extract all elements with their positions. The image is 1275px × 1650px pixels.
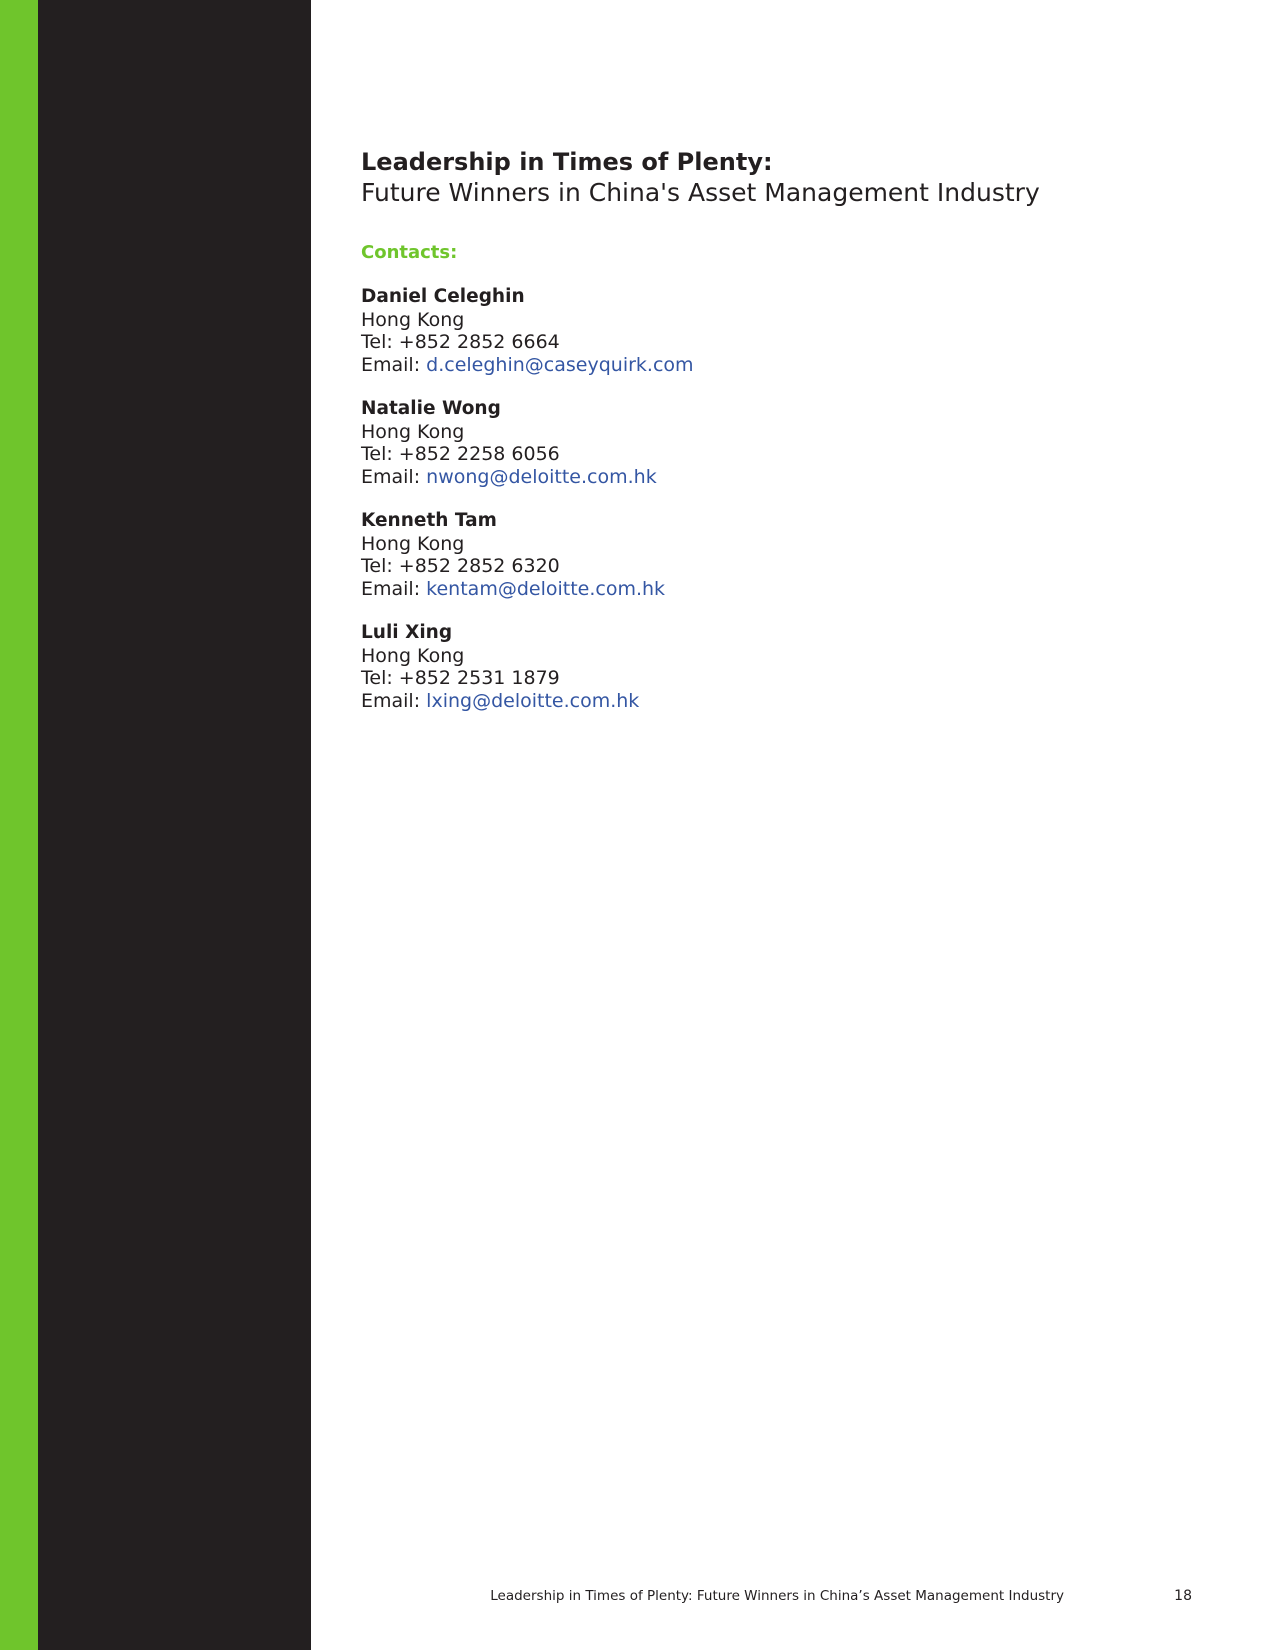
contact-name: Natalie Wong [361, 398, 501, 419]
page-number: 18 [1174, 1588, 1192, 1604]
contact-card [361, 286, 1221, 376]
contact-name: Daniel Celeghin [361, 286, 525, 307]
contact-list [361, 286, 1221, 712]
footer-running-title: Leadership in Times of Plenty: Future Winners in China’s Asset Management Industry [490, 1588, 1064, 1604]
document-title: Leadership in Times of Plenty: [361, 148, 773, 176]
contact-email-line [361, 690, 1221, 713]
contact-location: Hong Kong [361, 532, 465, 555]
email-label: Email: [361, 353, 421, 376]
contact-card [361, 510, 1221, 600]
contact-email-line [361, 578, 1221, 601]
contact-tel: Tel: +852 2852 6664 [361, 331, 560, 353]
contact-name: Luli Xing [361, 622, 453, 643]
main-content [361, 146, 1221, 734]
email-label: Email: [361, 465, 421, 488]
email-link[interactable]: lxing@deloitte.com.hk [426, 689, 640, 712]
email-link[interactable]: kentam@deloitte.com.hk [426, 577, 666, 600]
contact-email-line [361, 466, 1221, 489]
email-link[interactable]: d.celeghin@caseyquirk.com [426, 353, 694, 376]
contact-tel: Tel: +852 2258 6056 [361, 443, 560, 465]
document-subtitle: Future Winners in China's Asset Management Industry [361, 178, 1040, 207]
email-link[interactable]: nwong@deloitte.com.hk [426, 465, 657, 488]
green-accent-bar [0, 0, 38, 1650]
contact-card [361, 398, 1221, 488]
contact-email-line [361, 354, 1221, 377]
contact-location: Hong Kong [361, 420, 465, 443]
contact-tel: Tel: +852 2852 6320 [361, 555, 560, 577]
contact-location: Hong Kong [361, 644, 465, 667]
contact-name: Kenneth Tam [361, 510, 497, 531]
dark-sidebar-panel [38, 0, 311, 1650]
contact-location: Hong Kong [361, 308, 465, 331]
email-label: Email: [361, 577, 421, 600]
contact-tel: Tel: +852 2531 1879 [361, 667, 560, 689]
contacts-heading: Contacts: [361, 242, 458, 263]
contact-card [361, 622, 1221, 712]
email-label: Email: [361, 689, 421, 712]
